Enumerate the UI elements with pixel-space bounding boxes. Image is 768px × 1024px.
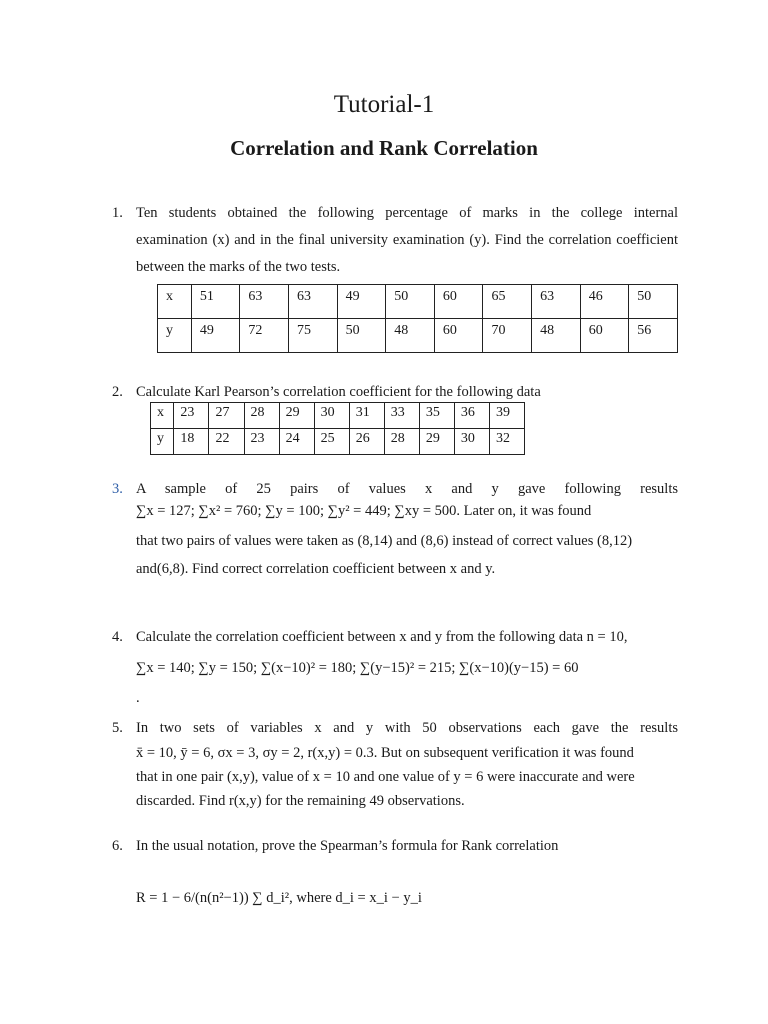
table-cell: 56 xyxy=(629,319,678,353)
table-cell: 49 xyxy=(337,285,386,319)
table-cell: 27 xyxy=(209,403,244,429)
table-row xyxy=(158,319,678,353)
question-4-number: 4. xyxy=(112,629,123,645)
table-cell: 50 xyxy=(337,319,386,353)
table-cell: 75 xyxy=(289,319,338,353)
marks-table xyxy=(157,284,678,353)
table-cell: 70 xyxy=(483,319,532,353)
table-cell: 65 xyxy=(483,285,532,319)
question-2-line-1: Calculate Karl Pearson’s correlation coefficient for the following data xyxy=(136,384,541,400)
table-cell: 29 xyxy=(419,429,454,455)
table-cell: 30 xyxy=(314,403,349,429)
page-subtitle: Correlation and Rank Correlation xyxy=(230,136,538,160)
question-6-line-1: In the usual notation, prove the Spearman’s formula for Rank correlation xyxy=(136,838,559,854)
question-1-line-2: examination (x) and in the final university examination (y). Find the correlation coefficient xyxy=(136,232,678,248)
table-cell: 23 xyxy=(174,403,209,429)
question-3-number: 3. xyxy=(112,481,123,497)
table-row xyxy=(151,403,525,429)
table-cell: 24 xyxy=(279,429,314,455)
question-4-line-1: Calculate the correlation coefficient between x and y from the following data n = 10, xyxy=(136,629,628,645)
page-title: Tutorial-1 xyxy=(333,91,435,118)
table-cell: 60 xyxy=(434,285,483,319)
table-cell: 60 xyxy=(434,319,483,353)
table-cell: 36 xyxy=(454,403,489,429)
table-cell: 26 xyxy=(349,429,384,455)
table-cell: 48 xyxy=(386,319,435,353)
question-5-line-2: x̄ = 10, ȳ = 6, σx = 3, σy = 2, r(x,y) = 0.3. But on subsequent verification it was found xyxy=(136,745,634,761)
table-cell: x xyxy=(151,403,174,429)
table-cell: 35 xyxy=(419,403,454,429)
question-4-line-2: ∑x = 140; ∑y = 150; ∑(x−10)² = 180; ∑(y−15)² = 215; ∑(x−10)(y−15) = 60 xyxy=(136,660,579,676)
question-3-line-1: A sample of 25 pairs of values x and y gave following results xyxy=(136,481,678,497)
table-cell: 23 xyxy=(244,429,279,455)
question-3-line-4: and(6,8). Find correct correlation coefficient between x and y. xyxy=(136,561,496,577)
table-cell: 30 xyxy=(454,429,489,455)
table-cell: 28 xyxy=(384,429,419,455)
table-cell: 32 xyxy=(489,429,524,455)
table-cell: 25 xyxy=(314,429,349,455)
table-cell: 18 xyxy=(174,429,209,455)
question-3-line-3: that two pairs of values were taken as (8,14) and (8,6) instead of correct values (8,12) xyxy=(136,533,633,549)
table-cell: 72 xyxy=(240,319,289,353)
table-cell: 63 xyxy=(289,285,338,319)
question-3-line-2: ∑x = 127; ∑x² = 760; ∑y = 100; ∑y² = 449; ∑xy = 500. Later on, it was found xyxy=(136,503,592,519)
question-1-line-3: between the marks of the two tests. xyxy=(136,259,341,275)
spearman-formula: R = 1 − 6/(n(n²−1)) ∑ d_i², where d_i = x_i − y_i xyxy=(136,890,422,906)
table-cell: 46 xyxy=(580,285,629,319)
table-cell: x xyxy=(158,285,192,319)
question-4-line-3: . xyxy=(136,690,140,706)
table-cell: 63 xyxy=(240,285,289,319)
table-cell: 50 xyxy=(629,285,678,319)
table-cell: 50 xyxy=(386,285,435,319)
table-cell: y xyxy=(151,429,174,455)
table-cell: 49 xyxy=(191,319,240,353)
question-1-number: 1. xyxy=(112,205,123,221)
question-5-line-1: In two sets of variables x and y with 50 observations each gave the results xyxy=(136,720,678,736)
table-cell: 22 xyxy=(209,429,244,455)
table-cell: 33 xyxy=(384,403,419,429)
table-cell: 60 xyxy=(580,319,629,353)
question-5-line-3: that in one pair (x,y), value of x = 10 and one value of y = 6 were inaccurate and were xyxy=(136,769,635,785)
question-5-line-4: discarded. Find r(x,y) for the remaining 49 observations. xyxy=(136,793,465,809)
table-cell: y xyxy=(158,319,192,353)
table-row xyxy=(151,429,525,455)
table-cell: 48 xyxy=(532,319,581,353)
question-1-line-1: Ten students obtained the following percentage of marks in the college internal xyxy=(136,205,678,221)
table-cell: 31 xyxy=(349,403,384,429)
question-6-number: 6. xyxy=(112,838,123,854)
table-cell: 29 xyxy=(279,403,314,429)
table-cell: 28 xyxy=(244,403,279,429)
table-cell: 51 xyxy=(191,285,240,319)
table-row xyxy=(158,285,678,319)
question-5-number: 5. xyxy=(112,720,123,736)
pearson-data-table xyxy=(150,402,525,455)
question-2-number: 2. xyxy=(112,384,123,400)
table-cell: 63 xyxy=(532,285,581,319)
table-cell: 39 xyxy=(489,403,524,429)
